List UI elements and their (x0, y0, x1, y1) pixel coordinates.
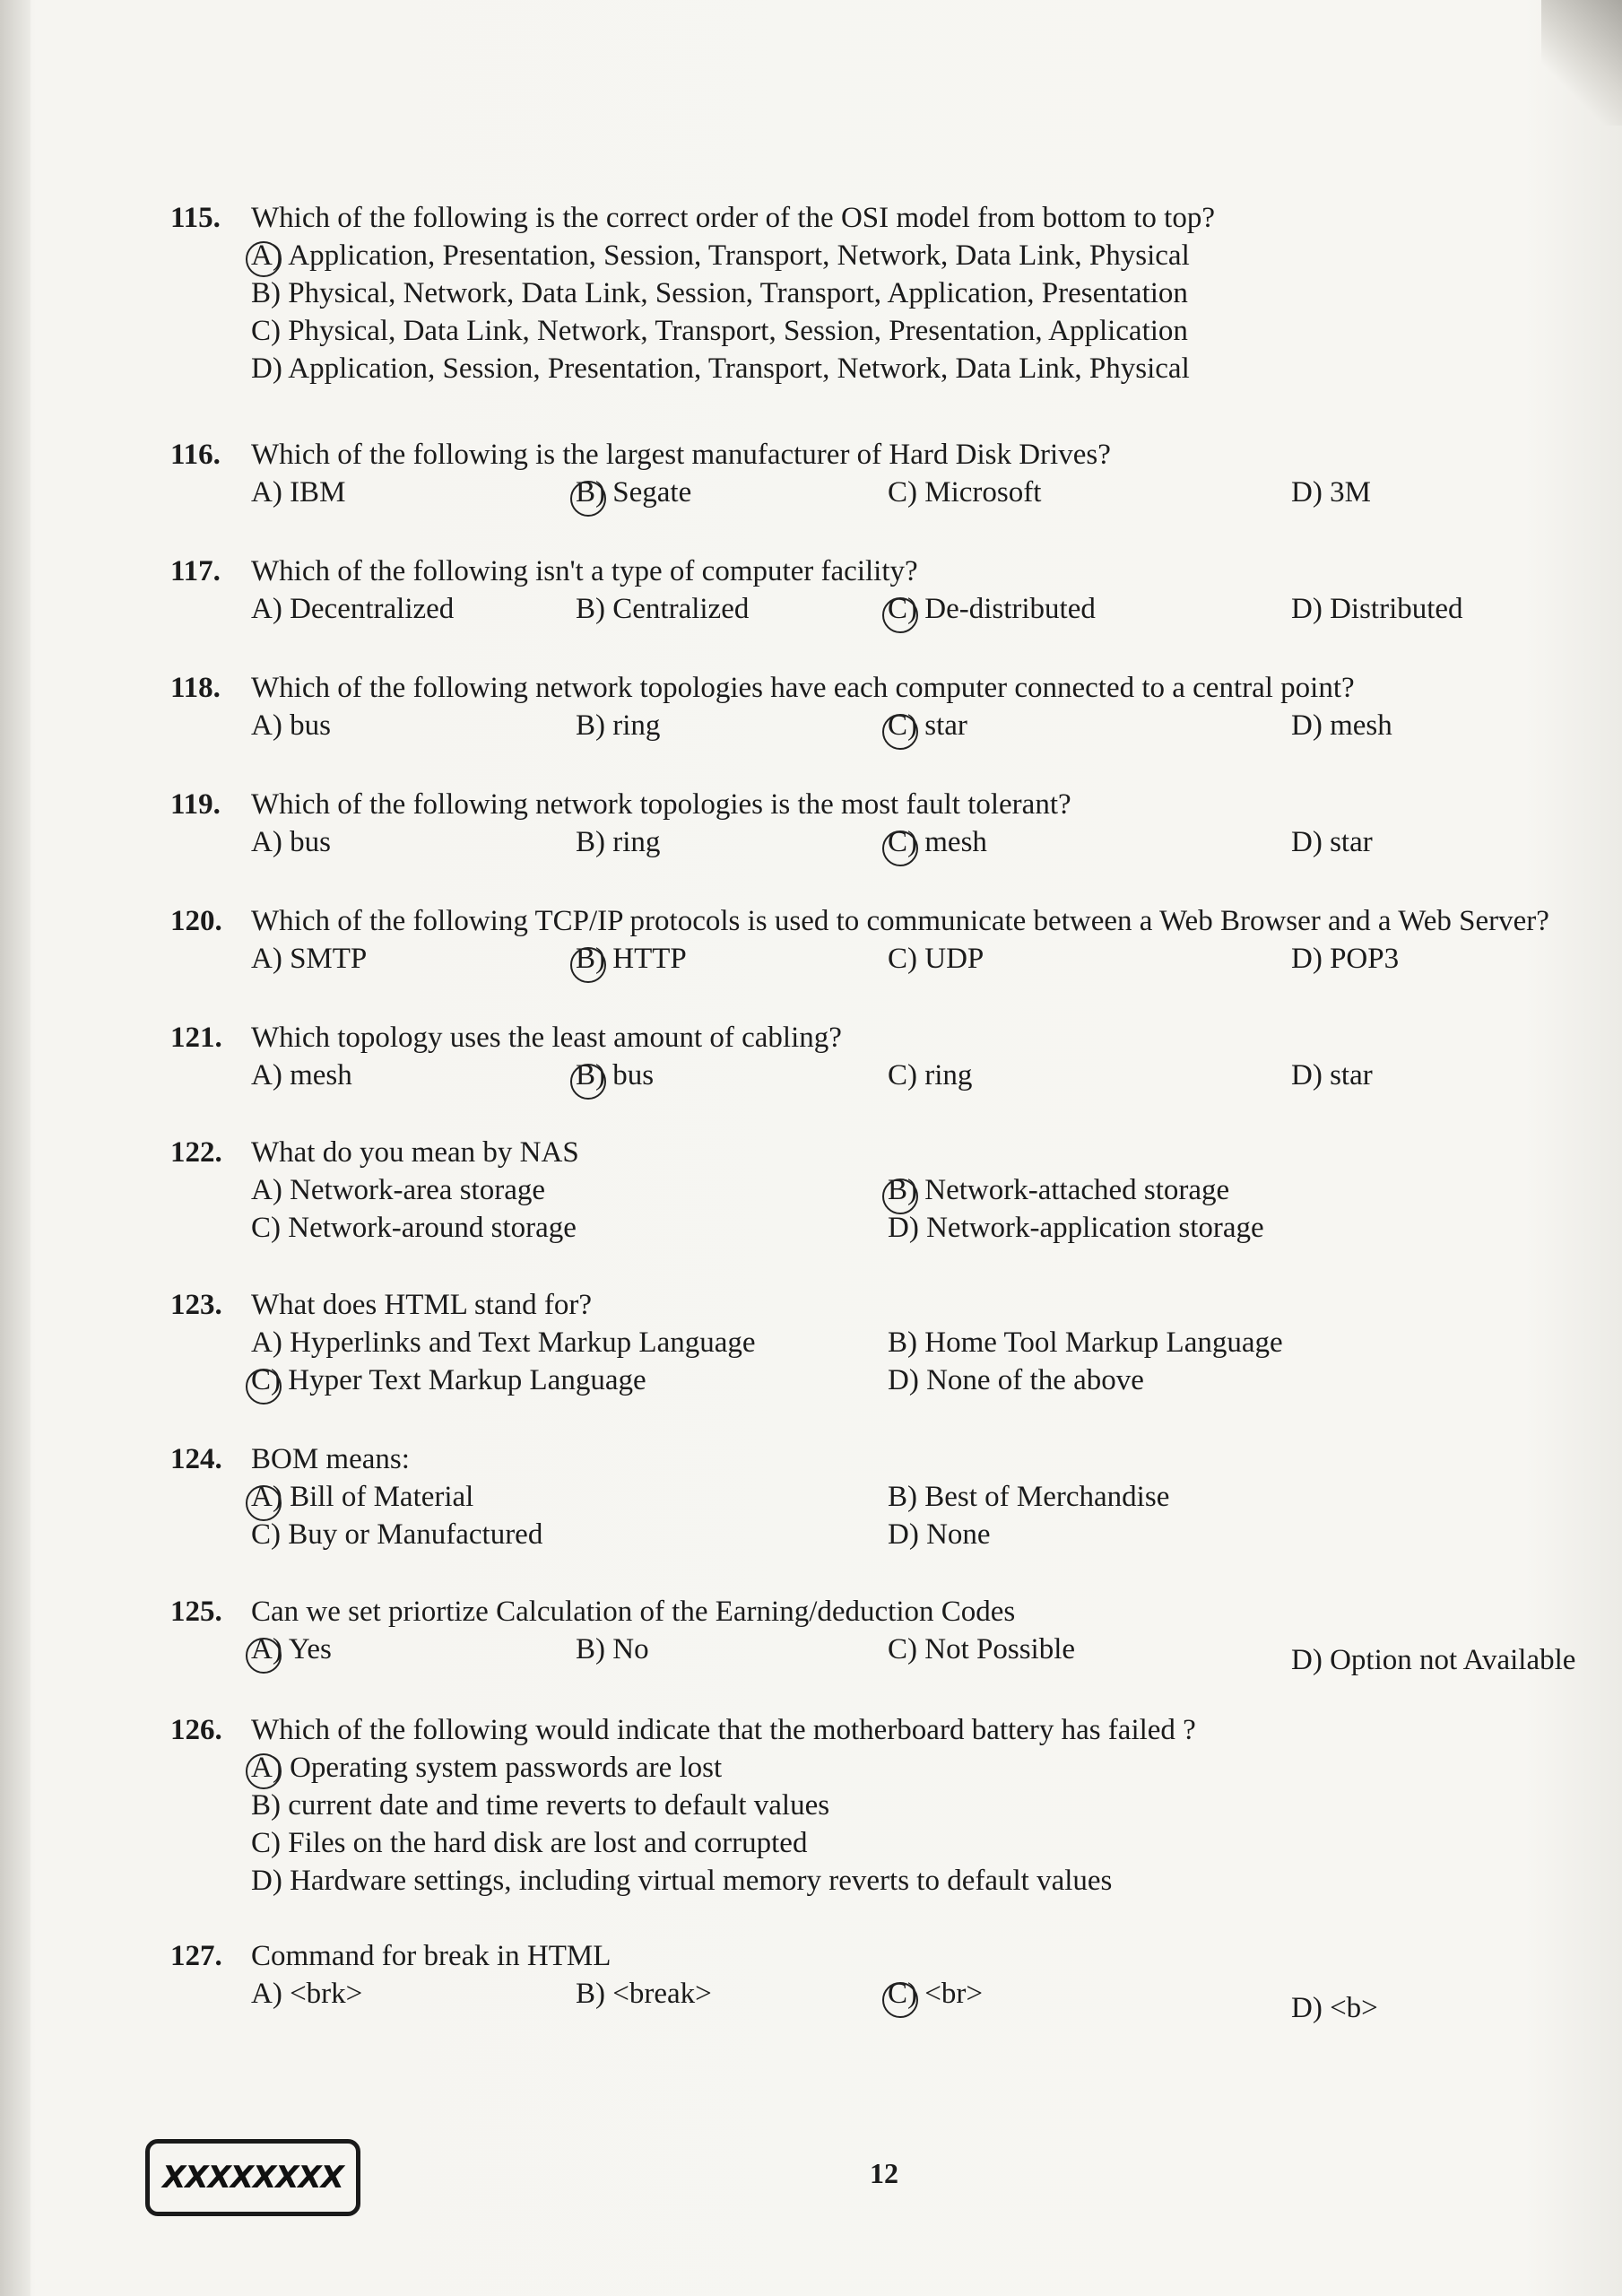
option-b: B) No (576, 1633, 649, 1665)
question-124 (170, 1440, 1614, 1553)
option-c-answer: C) star (888, 709, 967, 742)
option-b: B) Best of Merchandise (888, 1481, 1170, 1513)
option-c-answer: C) De-distributed (888, 593, 1096, 625)
question-text: Which of the following isn't a type of computer facility? (251, 555, 918, 587)
option-a: A) Operating system passwords are lost (251, 1752, 723, 1784)
option-d: D) star (1291, 1059, 1373, 1091)
option-c: C) UDP (888, 943, 984, 975)
question-127 (170, 1937, 1614, 2024)
option-d: D) Distributed (1291, 593, 1463, 625)
option-d: D) mesh (1291, 709, 1392, 742)
question-119 (170, 786, 1614, 861)
question-text: Which of the following TCP/IP protocols is used to communicate between a Web Browser and a Web Server? (251, 905, 1549, 937)
question-number: 122. (170, 1136, 222, 1169)
option-c: C) Not Possible (888, 1633, 1076, 1665)
option-c: C) Files on the hard disk are lost and corrupted (251, 1827, 808, 1859)
question-number: 120. (170, 905, 222, 937)
option-d: D) Option not Available (1291, 1644, 1576, 1676)
question-125 (170, 1593, 1614, 1676)
option-d: D) <b> (1291, 1992, 1378, 2024)
option-c: C) Network-around storage (251, 1212, 577, 1244)
option-a-answer: A) Bill of Material (251, 1481, 474, 1513)
question-123 (170, 1286, 1614, 1399)
question-number: 126. (170, 1714, 222, 1746)
option-d: D) Network-application storage (888, 1212, 1264, 1244)
option-b: B) ring (576, 709, 661, 742)
option-c-answer: C) <br> (888, 1978, 983, 2010)
option-d: D) 3M (1291, 476, 1371, 509)
question-text: Which of the following is the correct order of the OSI model from bottom to top? (251, 202, 1215, 234)
question-text: BOM means: (251, 1443, 410, 1475)
question-text: What do you mean by NAS (251, 1136, 579, 1169)
option-a: A) <brk> (251, 1978, 363, 2010)
question-text: Can we set priortize Calculation of the Earning/deduction Codes (251, 1596, 1016, 1628)
option-a: A) bus (251, 826, 331, 858)
question-115 (170, 199, 1614, 387)
option-d: D) None of the above (888, 1364, 1144, 1396)
option-d: D) Application, Session, Presentation, Transport, Network, Data Link, Physical (251, 352, 1190, 385)
question-126 (170, 1711, 1614, 1900)
option-b-answer: B) current date and time reverts to default values (251, 1787, 1614, 1824)
question-120 (170, 902, 1614, 978)
option-b: B) ring (576, 826, 661, 858)
binding-shadow (0, 0, 30, 2296)
question-number: 124. (170, 1443, 222, 1475)
option-c: C) Buy or Manufactured (251, 1518, 543, 1551)
option-a: A) Network-area storage (251, 1174, 546, 1206)
option-c: C) Microsoft (888, 476, 1042, 509)
option-b: B) Centralized (576, 593, 750, 625)
question-text: Which of the following network topologies have each computer connected to a central point? (251, 672, 1355, 704)
option-a: A) mesh (251, 1059, 352, 1091)
question-text: Which topology uses the least amount of cabling? (251, 1022, 842, 1054)
question-number: 125. (170, 1596, 222, 1628)
option-c-answer: C) Hyper Text Markup Language (251, 1364, 646, 1396)
option-b: B) <break> (576, 1978, 712, 2010)
option-c-answer: C) mesh (888, 826, 987, 858)
option-d: D) Hardware settings, including virtual memory reverts to default values (251, 1865, 1113, 1897)
question-number: 118. (170, 672, 221, 704)
question-number: 121. (170, 1022, 222, 1054)
question-number: 117. (170, 555, 221, 587)
question-number: 116. (170, 439, 221, 471)
option-b-answer: B) Segate (576, 476, 692, 509)
page-corner-shadow (1541, 0, 1622, 126)
question-text: Which of the following network topologies is the most fault tolerant? (251, 788, 1071, 821)
option-a: A) Hyperlinks and Text Markup Language (251, 1326, 756, 1359)
option-d: D) POP3 (1291, 943, 1400, 975)
question-number: 115. (170, 202, 221, 234)
option-a: A) IBM (251, 476, 346, 509)
question-118 (170, 669, 1614, 744)
option-a-answer: A) Yes (251, 1633, 332, 1665)
question-116 (170, 436, 1614, 511)
option-b: B) Home Tool Markup Language (888, 1326, 1283, 1359)
option-c: C) ring (888, 1059, 973, 1091)
option-b: B) Physical, Network, Data Link, Session, Transport, Application, Presentation (251, 277, 1188, 309)
option-a: A) Application, Presentation, Session, Transport, Network, Data Link, Physical (251, 239, 1190, 272)
option-a: A) Decentralized (251, 593, 455, 625)
page-number: 12 (870, 2157, 898, 2189)
question-text: Which of the following is the largest manufacturer of Hard Disk Drives? (251, 439, 1111, 471)
publisher-logo: XXXXXXXX (145, 2139, 360, 2216)
option-b-answer: B) bus (576, 1059, 655, 1091)
question-text: Which of the following would indicate that the motherboard battery has failed ? (251, 1714, 1196, 1746)
option-a: A) bus (251, 709, 331, 742)
option-a: A) SMTP (251, 943, 368, 975)
question-text: Command for break in HTML (251, 1940, 612, 1972)
question-122 (170, 1134, 1614, 1247)
option-b-answer: B) HTTP (576, 943, 687, 975)
option-d: D) None (888, 1518, 991, 1551)
question-number: 119. (170, 788, 221, 821)
question-117 (170, 552, 1614, 628)
option-d: D) star (1291, 826, 1373, 858)
question-121 (170, 1019, 1614, 1094)
option-b-answer: B) Network-attached storage (888, 1174, 1230, 1206)
option-c-answer: C) Physical, Data Link, Network, Transport, Session, Presentation, Application (251, 312, 1614, 350)
question-text: What does HTML stand for? (251, 1289, 592, 1321)
question-number: 127. (170, 1940, 222, 1972)
question-number: 123. (170, 1289, 222, 1321)
